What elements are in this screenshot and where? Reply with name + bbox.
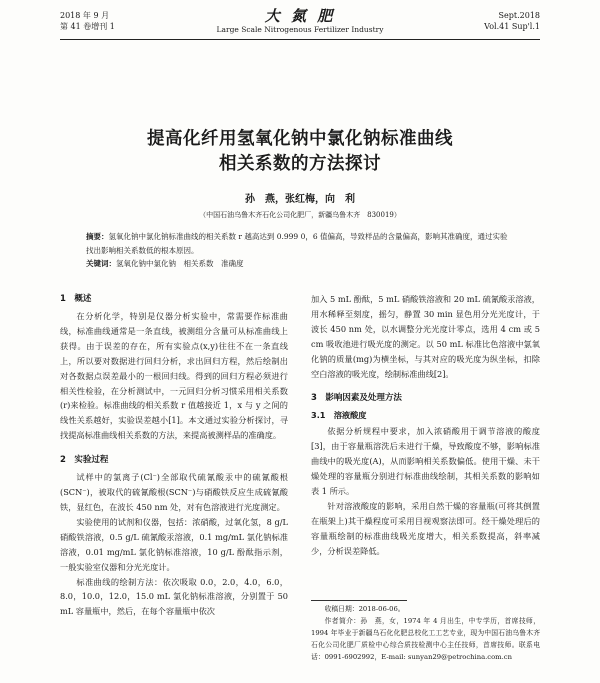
journal-name	[60, 8, 540, 35]
header-volume-en: Vol.41 Sup'l.1	[484, 22, 540, 31]
header-right	[484, 10, 540, 32]
keywords-text: 氢氧化钠中氯化钠 相关系数 准确度	[116, 259, 244, 268]
footnote-author-bio: 作者简介：孙 燕，女，1974 年 4 月出生，中专学历，首席技师，1994 年毕业于新疆乌石化化肥总校化工工艺专业，现为中国石油乌鲁木齐石化公司化肥厂质检中心综合质技检测中心主任技师，首席技师。联系电话：0991-6902992，E-mail: sunyan29@petrochina.com.cn	[311, 617, 540, 661]
journal-name-en: Large Scale Nitrogenous Fertilizer Industry	[216, 25, 384, 34]
abstract-label: 摘要：	[86, 232, 109, 241]
header-date: 2018 年 9 月	[60, 11, 110, 20]
section-3-heading: 3 影响因素及处理方法	[311, 393, 402, 404]
page-header	[60, 6, 540, 40]
keywords-label: 关键词：	[86, 259, 116, 268]
section-1-paragraph: 在分析化学，特别是仪器分析实验中，常需要作标准曲线，标准曲线通常是一条直线，被测组分含量可从标准曲线上获得。由于误差的存在，所有实验点(x,y)往往不在一条直线上，所以要对数据进行回归分析，求出回归方程，然后绘制出对各数据点误差最小的一根回归线。得到的回归方程必须进行相关性检验，在分析测试中，一元回归分析习惯采用相关系数(r)来检验。标准曲线的相关系数 r 值越接近 1，x 与 y 之间的线性关系越好，实验误差越小[1]。本文通过实验分析探讨，寻找提高标准曲线相关系数的方法，来提高被测样品的准确度。	[60, 311, 288, 441]
section-2-paragraph-1: 试样中的氯离子(Cl⁻)全部取代硫氰酸汞中的硫氰酸根(SCN⁻)，被取代的硫氰酸根(SCN⁻)与硝酸铁反应生成硫氰酸铁，显红色，在波长 450 nm 处，对有色溶液进行光度测定。	[60, 472, 288, 512]
abstract-text: 氢氧化钠中氯化钠标准曲线的相关系数 r 越高达到 0.999 0，6 值偏高，导致样品的含量偏高，影响其准确度，通过实验找出影响相关系数低的根本原因。	[86, 232, 508, 255]
article-title	[60, 127, 540, 177]
authors: 孙 燕，张红梅，向 利	[245, 194, 355, 205]
title-line-1: 提高化纤用氢氧化钠中氯化钠标准曲线	[147, 129, 453, 149]
abstract	[86, 230, 514, 258]
header-volume: 第 41 卷增刊 1	[60, 22, 115, 31]
section-2-heading: 2 实验过程	[60, 455, 109, 466]
section-2-paragraph-3: 标准曲线的绘制方法：依次吸取 0.0，2.0，4.0，6.0，8.0，10.0，12.0，15.0 mL 氯化钠标准溶液，分别置于 50 mL 容量瓶中，然后，在每个容量瓶中依次	[60, 576, 288, 617]
keywords	[86, 258, 514, 269]
section-3-1-paragraph-1: 依据分析规程中要求，加入浓硝酸用于调节溶液的酸度[3]，由于容量瓶溶洗后未进行干燥，导致酸度不够，影响标准曲线中的吸光度(A)，从而影响相关系数偏低。使用干燥、未干燥处理的容量瓶分别进行标准曲线绘制，其相关系数的影响如表 1 所示。	[311, 426, 540, 497]
section-3-1-heading: 3.1 溶液酸度	[311, 410, 367, 421]
section-3-1-paragraph-2: 针对溶液酸度的影响，采用自然干燥的容量瓶(可将其倒置在瓶架上)其干燥程度可采用目视观察法即可。经干燥处理后的容量瓶绘制的标准曲线吸光度增大，相关系数提高，斜率减少，分析误差降低。	[311, 500, 540, 556]
section-1-heading: 1 概述	[60, 294, 92, 304]
section-2-paragraph-2: 实验使用的试剂和仪器，包括：浓硝酸，过氧化氢，8 g/L 硝酸铁溶液，0.5 g/L 硫氰酸汞溶液，0.1 mg/mL 氯化钠标准溶液，0.01 mg/mL 氯化钠标准溶液，10 g/L 酚酞指示剂，一般实验室仪器和分光光度计。	[60, 516, 288, 572]
footnote-divider	[311, 600, 407, 601]
footnote-received: 收稿日期：2018-06-06。	[324, 605, 405, 613]
journal-name-cn: 大 氮 肥	[264, 7, 336, 25]
right-column	[311, 292, 540, 559]
section-2-paragraph-3-continued: 加入 5 mL 酚酞，5 mL 硝酸铁溶液和 20 mL 硫氰酸汞溶液，用水稀释至刻度，摇匀，静置 30 min 显色用分光光度计，于波长 450 nm 处，以水调整分光光度计零点，选用 4 cm 或 5 cm 吸收池进行吸光度的测定。以 50 mL 标准比色溶液中氯氧化钠的质量(mg)为横坐标，与其对应的吸光度为纵坐标，扣除空白溶液的吸光度，绘制标准曲线[2]。	[311, 294, 540, 379]
left-column	[60, 292, 288, 619]
header-date-en: Sept.2018	[498, 11, 540, 20]
title-line-2: 相关系数的方法探讨	[219, 154, 381, 174]
affiliation: （中国石油乌鲁木齐石化公司化肥厂，新疆乌鲁木齐 830019）	[199, 211, 401, 219]
footnote	[311, 603, 540, 663]
